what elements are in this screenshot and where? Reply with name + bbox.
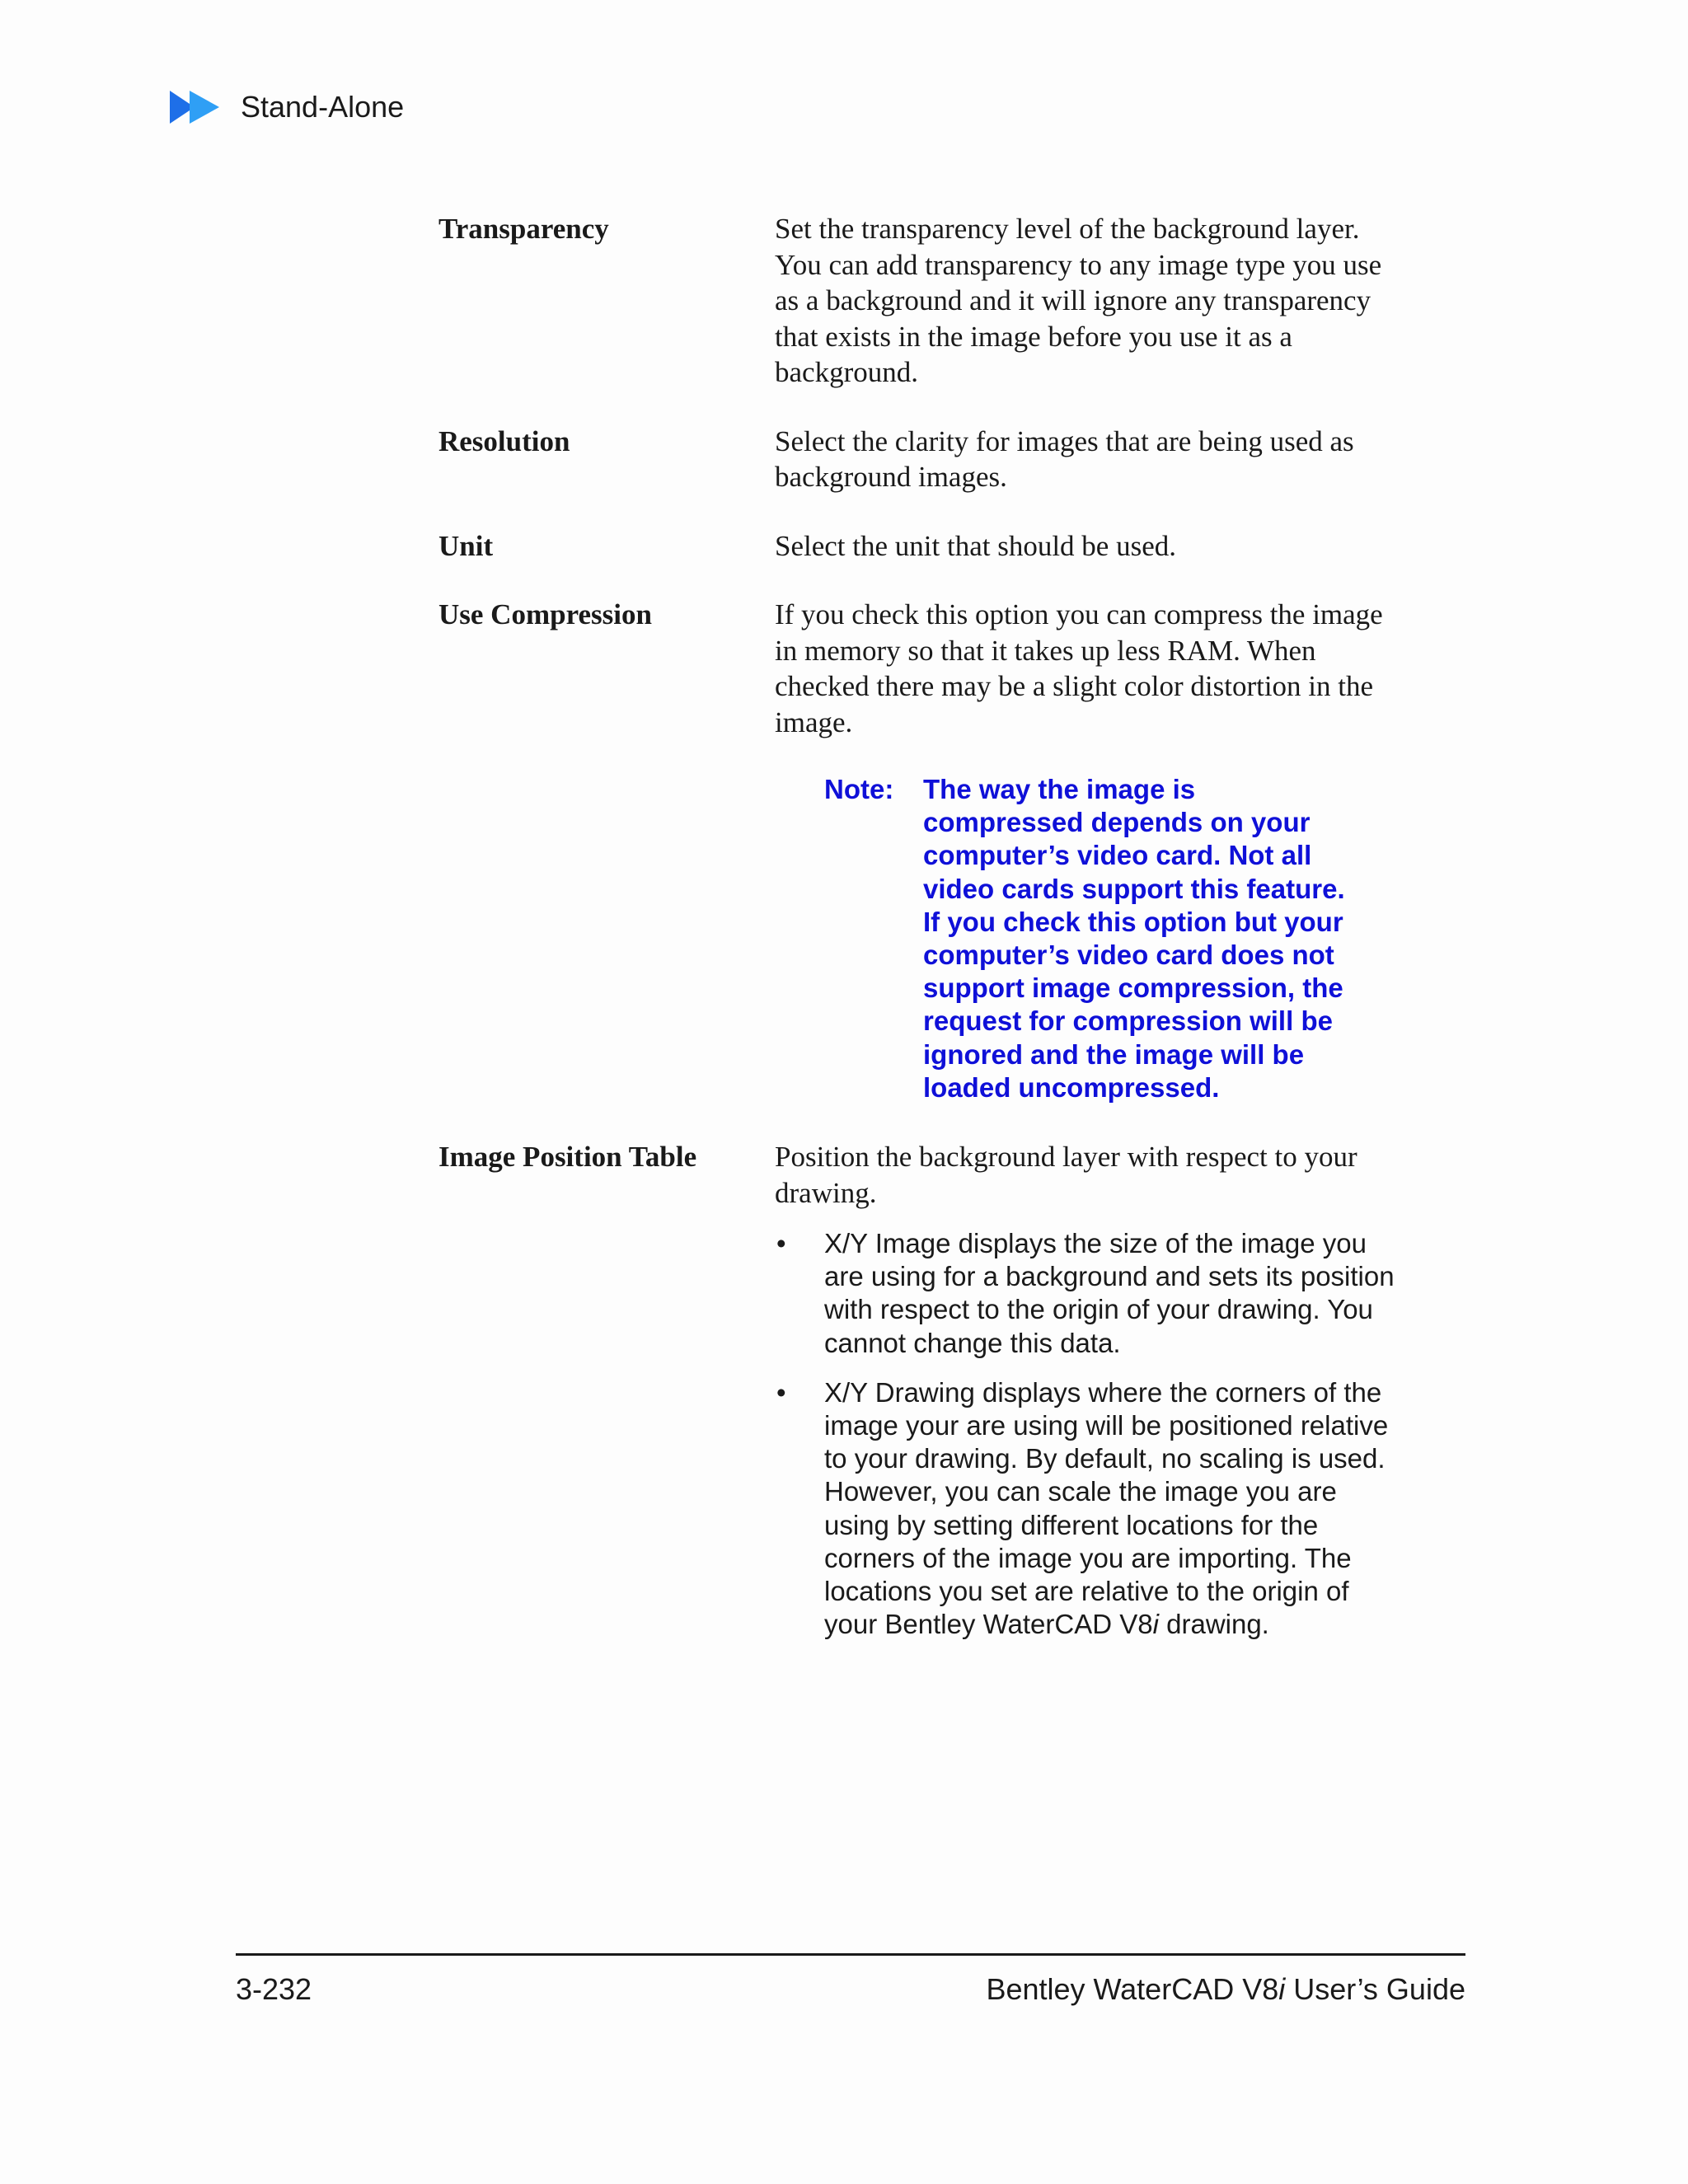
guide-title xyxy=(986,1971,1465,2008)
definition-text: Select the unit that should be used. xyxy=(775,529,1176,562)
footer-rule xyxy=(236,1953,1465,1956)
term-label: Transparency xyxy=(438,213,609,245)
guide-title-italic: i xyxy=(1278,1972,1286,2006)
bullet-text xyxy=(824,1376,1395,1642)
definition-text: Position the background layer with respect to your drawing. xyxy=(775,1141,1357,1209)
page-header xyxy=(170,87,404,127)
definition-list xyxy=(438,211,1395,1641)
definition-text: Select the clarity for images that are being used as background images. xyxy=(775,424,1354,493)
compression-note xyxy=(824,773,1395,1104)
bullet-text-italic: i xyxy=(1152,1609,1159,1640)
page-number: 3-232 xyxy=(236,1972,312,2006)
definition-image-position-table xyxy=(438,1139,1395,1641)
bullet-item-xy-drawing xyxy=(775,1376,1395,1642)
bullet-text-main: X/Y Drawing displays where the corners of the image your are using will be positioned relative to your drawing. By default, no scaling is used. However, you can scale the image you are using by setting different locations for the corners of the image you are importing. The locations you set are relative to the origin of your Bentley WaterCAD V8 xyxy=(824,1376,1389,1640)
definition-text: Set the transparency level of the background layer. You can add transparency to any image type you use as a background and it will ignore any transparency that exists in the image before you use it as a background. xyxy=(775,213,1382,388)
guide-title-suffix: User’s Guide xyxy=(1285,1972,1465,2006)
definition-transparency xyxy=(438,211,1395,391)
definition-unit xyxy=(438,528,1395,565)
bullet-text: X/Y Image displays the size of the image you are using for a background and sets its position with respect to the origin of your drawing. You cannot change this data. xyxy=(824,1228,1395,1358)
bullet-list xyxy=(775,1227,1395,1641)
bullet-item-xy-image xyxy=(775,1227,1395,1360)
definition-use-compression xyxy=(438,597,1395,1104)
section-title: Stand-Alone xyxy=(241,90,405,124)
term-label: Unit xyxy=(438,529,494,562)
definition-text: If you check this option you can compress the image in memory so that it takes up less RAM. When checked there may be a slight color distortion in the image. xyxy=(775,598,1383,738)
term-label: Image Position Table xyxy=(438,1141,697,1174)
bullet-text-end: drawing. xyxy=(1158,1609,1269,1640)
double-chevron-right-icon xyxy=(170,87,223,127)
term-label: Use Compression xyxy=(438,598,652,630)
definition-resolution xyxy=(438,424,1395,495)
note-label: Note: xyxy=(824,774,894,804)
guide-title-prefix: Bentley WaterCAD V8 xyxy=(986,1972,1279,2006)
definition-body xyxy=(775,528,1395,565)
definition-body xyxy=(775,424,1395,495)
definition-body xyxy=(775,1139,1395,1641)
bullet-mark: • xyxy=(776,1228,786,1259)
bullet-mark: • xyxy=(776,1376,786,1408)
definition-body xyxy=(775,597,1395,1104)
term-label: Resolution xyxy=(438,424,570,457)
note-text: The way the image is compressed depends on your computer’s video card. Not all video cards support this feature. If you check this option but your computer’s video card does not support image compression, the request for compression will be ignored and the image will be loaded uncompressed. xyxy=(923,774,1345,1103)
definition-body xyxy=(775,211,1395,391)
